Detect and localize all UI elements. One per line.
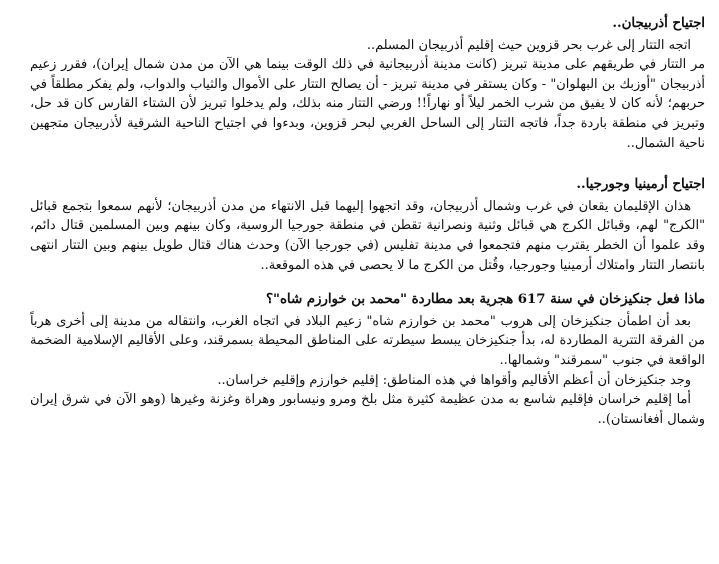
section-gap — [30, 275, 705, 290]
paragraph: بعد أن اطمأن جنكيزخان إلى هروب "محمد بن خوارزم شاه" زعيم البلاد في اتجاه الغرب، وانتقاله من مدينة إلى أخرى هرباً من الفرقة التترية المطاردة له، بدأ جنكيزخان يبسط سيطرته على المناطق المحيطة بسمرقند، وعلى الأقاليم الإسلامية الضخمة الواقعة في جنوب "سمرقند" وشمالها.. — [30, 313, 705, 368]
paragraph: مر التتار في طريقهم على مدينة تبريز (كانت مدينة أذربيجانية في ذلك الوقت بينما هي الآن من مدن شمال إيران)، فقرر زعيم أذربيجان "أوزبك بن البهلوان" - وكان يستقر في مدينة تبريز - أن يصالح التتار على الأموال والثياب والدواب، ولم يفكر مطلقاً في حربهم؛ لأنه كان لا يفيق من شرب الخمر ليلاً أو نهاراً!! ورضي التتار منه بذلك، ولم يدخلوا تبريز لأن الشتاء القارس كان قد حل، وتبريز في منطقة باردة جداً، فاتجه التتار إلى الساحل الغربي لبحر قزوين، وبدءوا في اجتياح الناحية الشرقية لأذربيجان متجهين ناحية الشمال.. — [30, 57, 705, 151]
section-heading: اجتياح أرمينيا وجورجيا.. — [576, 177, 705, 193]
paragraph: اتجه التتار إلى غرب بحر قزوين حيث إقليم أذربيجان المسلم.. — [366, 37, 691, 53]
paragraph: هذان الإقليمان يقعان في غرب وشمال أذربيجان، وقد اتجهوا إليهما قبل الانتهاء من مدن أذربيجان؛ لأنهم سمعوا بتجمع قبائل "الكرج" لهم، وقبائل الكرج هي قبائل وثنية ونصرانية تقطن في منطقة جورجيا الروسية، وكان بينهم وبين المسلمين قتال دائم، وقد علموا أن الخطر يقترب منهم فتجمعوا في مدينة تفليس (في جورجيا الآن) وحدث هناك قتال طويل بينهم وبين التتار انتهى بانتصار التتار وامتلاك أرمينيا وجورجيا، وقُتل من الكرج ما لا يحصى في هذه الموقعة.. — [30, 198, 705, 273]
section-armenia-georgia — [30, 175, 705, 275]
section-genghis-khan — [30, 290, 705, 429]
section-heading: ماذا فعل جنكيزخان في سنة 617 هجرية بعد مطاردة "محمد بن خوارزم شاه"؟ — [265, 292, 705, 308]
section-gap — [30, 153, 705, 175]
section-azerbaijan — [30, 14, 705, 153]
paragraph: أما إقليم خراسان فإقليم شاسع به مدن عظيمة كثيرة مثل بلخ ومرو ونيسابور وهراة وغزنة وغيرها (وهو الآن في شرق إيران وشمال أفغانستان).. — [30, 392, 705, 427]
section-heading: اجتياح أذربيجان.. — [612, 16, 705, 31]
paragraph: وجد جنكيزخان أن أعظم الأقاليم وأقواها في هذه المناطق: إقليم خوارزم وإقليم خراسان.. — [217, 372, 691, 388]
